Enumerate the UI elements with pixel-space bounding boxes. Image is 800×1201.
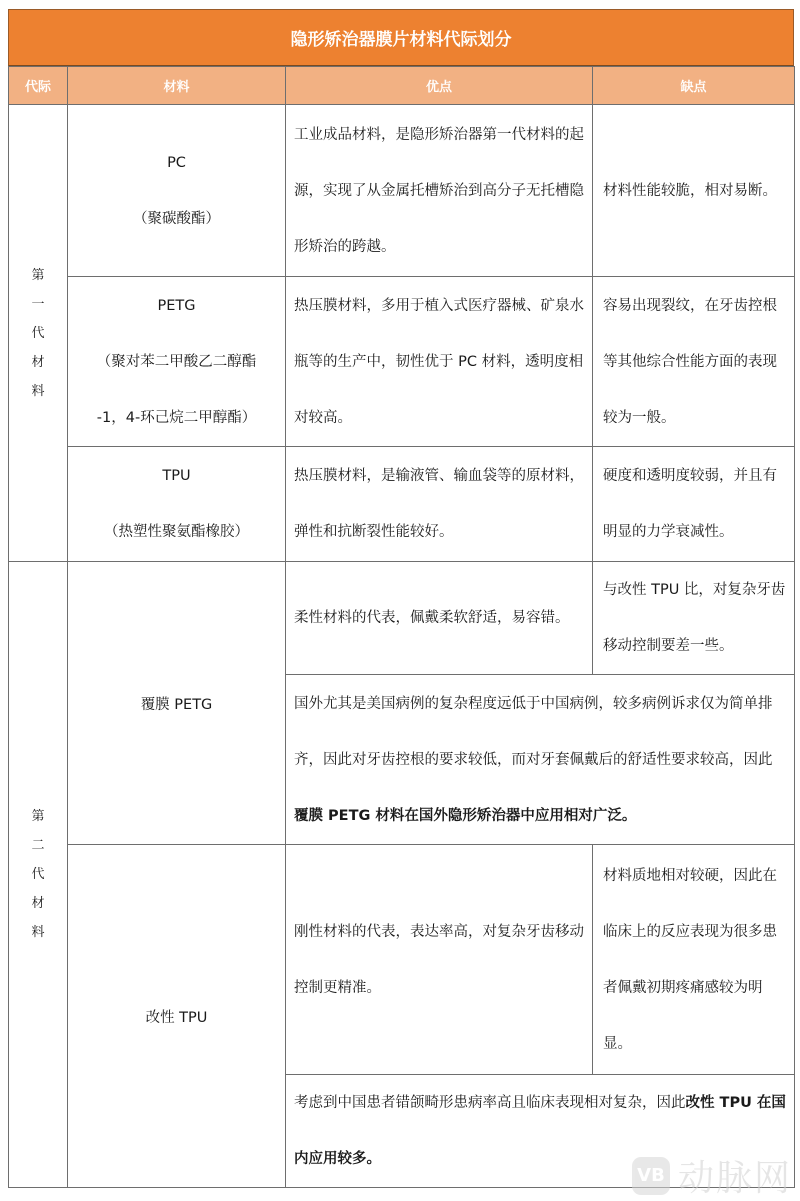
gen-char: 材: [31, 896, 45, 911]
material-cell: [68, 105, 286, 277]
table-row: [9, 277, 795, 447]
watermark: [632, 1150, 792, 1201]
gen-char: 一: [31, 296, 45, 312]
gen-char: 料: [31, 383, 45, 399]
header-row: [9, 67, 795, 105]
note-text: 国外尤其是美国病例的复杂程度远低于中国病例，较多病例诉求仅为简单排齐，因此对牙齿控根的要求较低，而对牙套佩戴后的舒适性要求较高，因此: [294, 695, 773, 768]
gen-char: 第: [31, 267, 45, 283]
material-fullname: （聚对苯二甲酸乙二醇酯: [96, 353, 257, 370]
table-row: [9, 105, 795, 277]
watermark-name: 动脉网: [678, 1158, 793, 1199]
table-row: [9, 845, 795, 1075]
material-cell: [68, 447, 286, 562]
advantages-cell: 柔性材料的代表，佩戴柔软舒适，易容错。: [286, 562, 593, 675]
note-emphasis: 覆膜 PETG 材料在国外隐形矫治器中应用相对广泛。: [294, 807, 637, 824]
table-row: [9, 562, 795, 675]
gen-char: 代: [31, 325, 45, 341]
material-name: PC: [167, 154, 186, 171]
data-table: [8, 66, 795, 1188]
gen-char: 料: [31, 925, 45, 940]
note-emphasis: 改性 TPU 在国内应用较多。: [294, 1095, 786, 1167]
gen-char: 第: [31, 809, 45, 824]
material-cell: 覆膜 PETG: [68, 562, 286, 845]
table-row: [9, 447, 795, 562]
disadvantages-cell: 材料性能较脆，相对易断。: [593, 105, 795, 277]
material-fullname-cont: -1，4-环己烷二甲醇酯）: [96, 409, 257, 426]
header-advantages: 优点: [286, 67, 593, 105]
header-material: 材料: [68, 67, 286, 105]
advantages-cell: 工业成品材料，是隐形矫治器第一代材料的起源，实现了从金属托槽矫治到高分子无托槽隐形矫治的跨越。: [286, 105, 593, 277]
material-cell: 改性 TPU: [68, 845, 286, 1188]
generation-cell-2: [9, 562, 68, 1188]
material-fullname: （聚碳酸酯）: [133, 210, 220, 227]
material-name: PETG: [157, 297, 196, 314]
gen-char: 代: [31, 867, 45, 882]
disadvantages-cell: 与改性 TPU 比，对复杂牙齿移动控制要差一些。: [593, 562, 795, 675]
material-cell: [68, 277, 286, 447]
material-name: TPU: [162, 468, 191, 484]
note-cell: [286, 675, 795, 845]
note-text: 考虑到中国患者错颌畸形患病率高且临床表现相对复杂，因此: [294, 1095, 686, 1111]
material-fullname: （热塑性聚氨酯橡胶）: [104, 524, 249, 540]
disadvantages-cell: 硬度和透明度较弱，并且有明显的力学衰减性。: [593, 447, 795, 562]
generation-cell-1: [9, 105, 68, 562]
watermark-logo-icon: VB: [632, 1157, 670, 1195]
header-generation: 代际: [9, 67, 68, 105]
table-title: 隐形矫治器膜片材料代际划分: [8, 9, 794, 66]
gen-char: 材: [31, 354, 45, 370]
disadvantages-cell: 材料质地相对较硬，因此在临床上的反应表现为很多患者佩戴初期疼痛感较为明显。: [593, 845, 795, 1075]
advantages-cell: 刚性材料的代表，表达率高，对复杂牙齿移动控制更精准。: [286, 845, 593, 1075]
material-generation-table: [8, 9, 794, 1188]
disadvantages-cell: 容易出现裂纹，在牙齿控根等其他综合性能方面的表现较为一般。: [593, 277, 795, 447]
advantages-cell: 热压膜材料，是输液管、输血袋等的原材料，弹性和抗断裂性能较好。: [286, 447, 593, 562]
header-disadvantages: 缺点: [593, 67, 795, 105]
advantages-cell: 热压膜材料，多用于植入式医疗器械、矿泉水瓶等的生产中，韧性优于 PC 材料，透明度相对较高。: [286, 277, 593, 447]
gen-char: 二: [31, 838, 45, 853]
